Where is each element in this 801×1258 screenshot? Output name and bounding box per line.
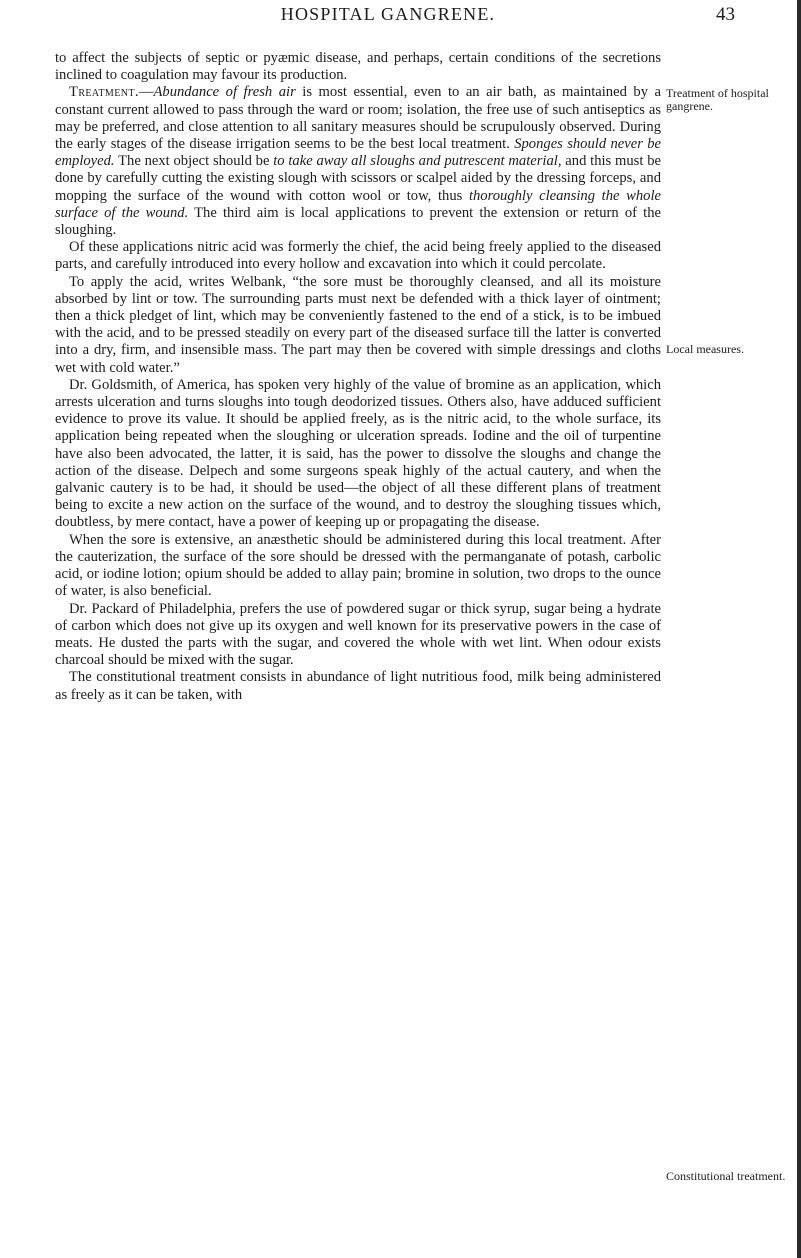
page-edge-shadow — [797, 0, 801, 1258]
text-run: The next object should be — [114, 153, 274, 170]
paragraph-5: Dr. Goldsmith, of America, has spoken very highly of the value of bromine as an application, which arrests ulceration and turns sloughs into tough deodorized tissues. Others also, have adduced sufficient evidence to prove its value. It should be applied freely, as is the nitric acid, to the whole surface, its application being repeated when the sloughing or ulceration spreads. Iodine and the oil of turpentine have also been advocated, the latter, it is said, has the power to dissolve the sloughs and change the action of the disease. Delpech and some surgeons speak highly of the actual cautery, and when the galvanic cautery is to be had, it should be used—the object of all these different plans of treatment being to excite a new action on the surface of the wound, and to destroy the sloughing tissues which, doubtless, by mere contact, have a power of keeping up or propagating the disease. — [55, 376, 661, 531]
text-run: The third aim is local applications to prevent the extension or return of the sloughing. — [55, 204, 661, 239]
text-run: and this must be done by carefully cutting the existing slough with scissors or scalpel aided by the dressing forceps, and mopping the surface of the wound with cotton wool or tow, thus — [55, 153, 661, 204]
emphasis-sponges: Sponges should never be employed. — [55, 136, 661, 170]
paragraph-3: Of these applications nitric acid was formerly the chief, the acid being freely applied to the diseased parts, and carefully introduced into every hollow and excavation into which it could percolate. — [55, 239, 661, 273]
paragraph-8: The constitutional treatment consists in abundance of light nutritious food, milk being administered as freely as it can be taken, with — [55, 669, 661, 703]
emphasis-fresh-air: Abundance of fresh air — [153, 84, 296, 101]
paragraph-7: Dr. Packard of Philadelphia, prefers the use of powdered sugar or thick syrup, sugar being a hydrate of carbon which does not give up its oxygen and well known for its preservative powers in the case of meats. He dusted the parts with the sugar, and covered the whole with wet lint. When odour exists charcoal should be mixed with the sugar. — [55, 600, 661, 669]
emphasis-sloughs: to take away all sloughs and putrescent material, — [273, 153, 562, 170]
paragraph-4: To apply the acid, writes Welbank, “the sore must be thoroughly cleansed, and all its moisture absorbed by lint or tow. The surrounding parts must next be defended with a thick layer of ointment; then a thick pledget of lint, which may be conveniently fastened to the end of a stick, is to be imbued with the acid, and to be pressed steadily on every part of the diseased surface till the latter is converted into a dry, firm, and insensible mass. The part may then be covered with simple dressings and cloths wet with cold water.” — [55, 273, 661, 376]
dash: — — [138, 84, 154, 101]
page-number: 43 — [716, 4, 735, 25]
paragraph-1: to affect the subjects of septic or pyæmic disease, and perhaps, certain conditions of the secretions inclined to coagulation may favour its production. — [55, 50, 661, 84]
body-text — [55, 50, 661, 704]
emphasis-cleansing: thoroughly cleansing the whole surface of the wound. — [55, 187, 662, 221]
margin-note-constitutional: Constitutional treatment. — [666, 1169, 786, 1183]
paragraph-treatment — [55, 84, 661, 239]
running-head: HOSPITAL GANGRENE. — [280, 4, 496, 24]
text-run: is most essential, even to an air bath, as maintained by a constant current allowed to pass through the ward or room; isolation, the free use of such antiseptics as may be preferred, and close attention to all sanitary measures should be scrupulously observed. During the early stages of the disease irrigation seems to be the best local treatment. — [55, 84, 661, 153]
margin-note-local-measures: Local measures. — [666, 342, 744, 356]
paragraph-6: When the sore is extensive, an anæsthetic should be administered during this local treatment. After the cauterization, the surface of the sore should be dressed with the permanganate of potash, carbolic acid, or iodine lotion; opium should be added to allay pain; bromine in solution, two drops to the ounce of water, is also beneficial. — [55, 531, 661, 600]
treatment-heading: Treatment. — [69, 84, 139, 101]
margin-note-treatment: Treatment of hospital gangrene. — [666, 86, 769, 113]
